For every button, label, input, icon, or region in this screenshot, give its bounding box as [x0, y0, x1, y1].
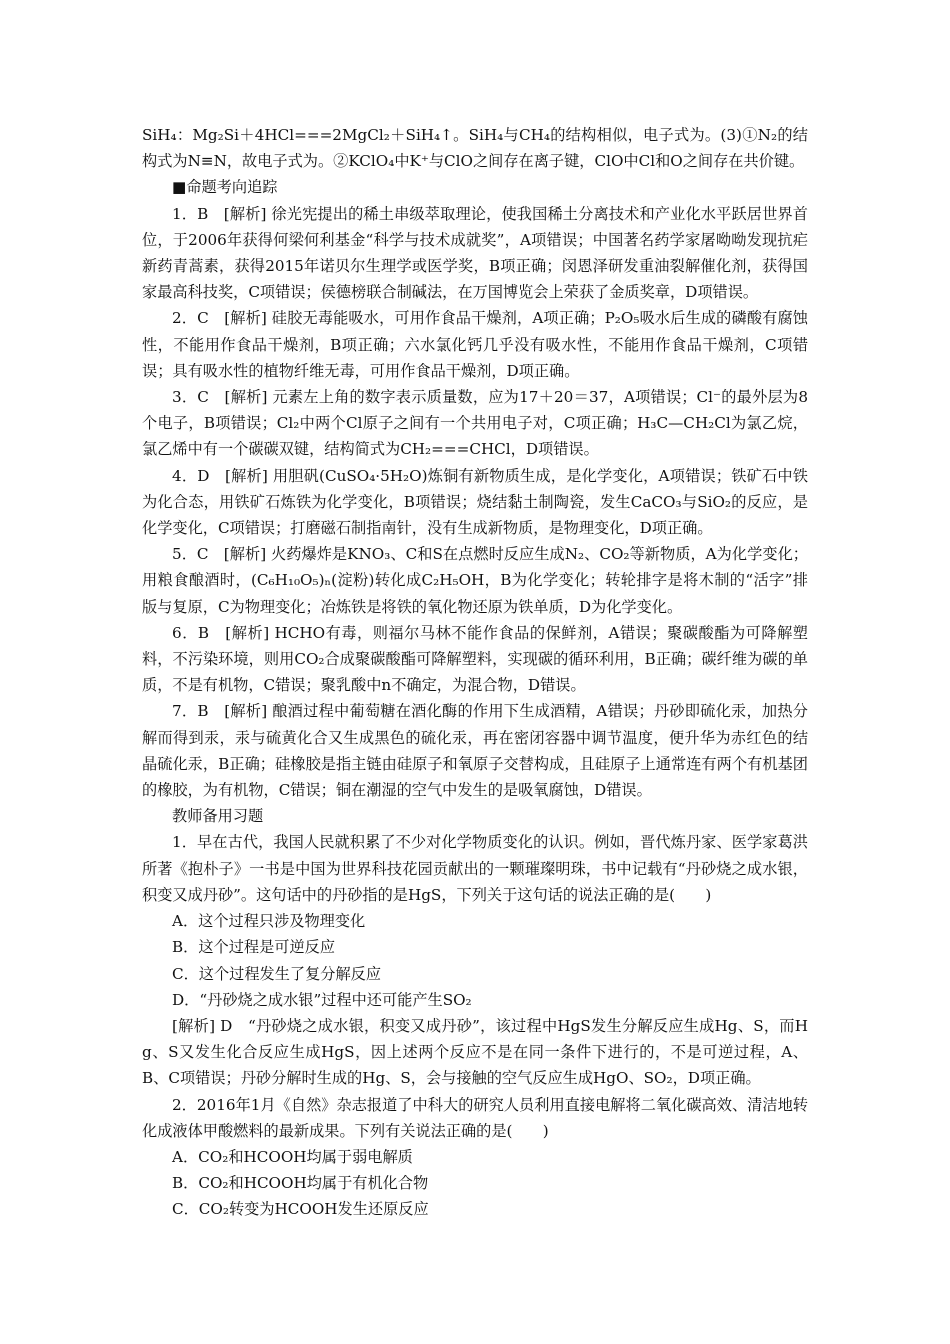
answer-6: 6．B [解析] HCHO有毒，则福尔马林不能作食品的保鲜剂，A错误；聚碳酸酯为可降解塑料，不污染环境，则用CO₂合成聚碳酸酯可降解塑料，实现碳的循环利用，B正确；碳纤维为碳的单质，不是有机物，C错误；聚乳酸中n不确定，为混合物，D错误。: [142, 623, 808, 695]
answer-5: 5．C [解析] 火药爆炸是KNO₃、C和S在点燃时反应生成N₂、CO₂等新物质，A为化学变化；用粮食酿酒时，(C₆H₁₀O₅)ₙ(淀粉)转化成C₂H₅OH，B为化学变化；转轮排字是将木制的“活字”排版与复原，C为物理变化；冶炼铁是将铁的氧化物还原为铁单质，D为化学变化。: [142, 545, 808, 616]
answer-4: 4．D [解析] 用胆矾(CuSO₄·5H₂O)炼铜有新物质生成，是化学变化，A项错误；铁矿石中铁为化合态，用铁矿石炼铁为化学变化，B项错误；烧结黏土制陶瓷，发生CaCO₃与SiO₂的反应，是化学变化，C项错误；打磨磁石制指南针，没有生成新物质，是物理变化，D项正确。: [142, 466, 808, 538]
answer-continuation: SiH₄：Mg₂Si＋4HCl===2MgCl₂＋SiH₄↑。SiH₄与CH₄的结构相似，电子式为。(3)①N₂的结构式为N≡N，故电子式为。②KClO₄中K⁺与ClO之间存在离子键，ClO中Cl和O之间存在共价键。: [142, 126, 808, 171]
question-2-option-a: A．CO₂和HCOOH均属于弱电解质: [172, 1147, 413, 1166]
section-heading-backup: 教师备用习题: [172, 807, 264, 826]
question-1: 1．早在古代，我国人民就积累了不少对化学物质变化的认识。例如，晋代炼丹家、医学家葛洪所著《抱朴子》一书是中国为世界科技花园贡献出的一颗璀璨明珠，书中记载有“丹砂烧之成水银，积变又成丹砂”。这句话中的丹砂指的是HgS，下列关于这句话的说法正确的是( ): [142, 833, 808, 904]
question-2-option-b: B．CO₂和HCOOH均属于有机化合物: [172, 1174, 429, 1193]
answer-2: 2．C [解析] 硅胶无毒能吸水，可用作食品干燥剂，A项正确；P₂O₅吸水后生成的磷酸有腐蚀性，不能用作食品干燥剂，B项正确；六水氯化钙几乎没有吸水性，不能用作食品干燥剂，C项错误；具有吸水性的植物纤维无毒，可用作食品干燥剂，D项正确。: [142, 309, 808, 380]
question-1-option-b: B．这个过程是可逆反应: [172, 938, 336, 957]
question-1-option-a: A．这个过程只涉及物理变化: [172, 912, 366, 931]
question-1-analysis: [解析] D “丹砂烧之成水银，积变又成丹砂”，该过程中HgS发生分解反应生成Hg、S，而Hg、S又发生化合反应生成HgS，因上述两个反应不是在同一条件下进行的，不是可逆过程，A、B、C项错误；丹砂分解时生成的Hg、S，会与接触的空气反应生成HgO、SO₂，D项正确。: [142, 1016, 808, 1088]
section-heading-trace: ■命题考向追踪: [172, 178, 278, 197]
answer-1: 1．B [解析] 徐光宪提出的稀土串级萃取理论，使我国稀土分离技术和产业化水平跃居世界首位，于2006年获得何梁何利基金“科学与技术成就奖”，A项错误；中国著名药学家屠呦呦发现抗疟新药青蒿素，获得2015年诺贝尔生理学或医学奖，B项正确；闵恩泽研发重油裂解催化剂，获得国家最高科技奖，C项错误；侯德榜联合制碱法，在万国博览会上荣获了金质奖章，D项错误。: [142, 204, 808, 302]
answer-3: 3．C [解析] 元素左上角的数字表示质量数，应为17＋20＝37，A项错误；Cl⁻的最外层为8个电子，B项错误；Cl₂中两个Cl原子之间有一个共用电子对，C项正确；H₃C—CH₂Cl为氯乙烷，氯乙烯中有一个碳碳双键，结构简式为CH₂===CHCl，D项错误。: [142, 388, 808, 459]
answer-7: 7．B [解析] 酿酒过程中葡萄糖在酒化酶的作用下生成酒精，A错误；丹砂即硫化汞，加热分解而得到汞，汞与硫黄化合又生成黑色的硫化汞，再在密闭容器中调节温度，便升华为赤红色的结晶硫化汞，B正确；硅橡胶是指主链由硅原子和氧原子交替构成，且硅原子上通常连有两个有机基团的橡胶，为有机物，C错误；铜在潮湿的空气中发生的是吸氧腐蚀，D错误。: [142, 702, 808, 800]
question-1-option-d: D．“丹砂烧之成水银”过程中还可能产生SO₂: [172, 990, 472, 1009]
question-2-option-c: C．CO₂转变为HCOOH发生还原反应: [172, 1200, 429, 1219]
question-1-option-c: C．这个过程发生了复分解反应: [172, 964, 382, 983]
question-2: 2．2016年1月《自然》杂志报道了中科大的研究人员利用直接电解将二氧化碳高效、清洁地转化成液体甲酸燃料的最新成果。下列有关说法正确的是( ): [142, 1095, 808, 1140]
